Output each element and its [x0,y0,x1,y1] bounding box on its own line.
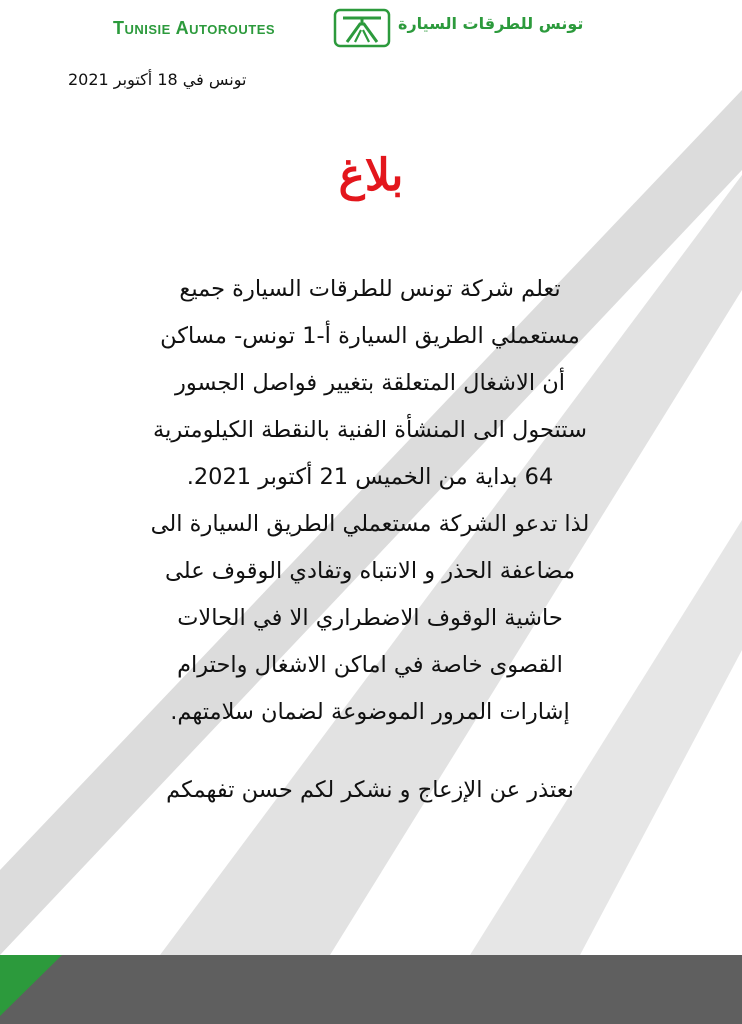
body-line: حاشية الوقوف الاضطراري الا في الحالات [177,605,563,631]
brand-name-french: Tunisie Autoroutes [113,18,276,38]
announcement-body [90,266,650,736]
footer-band [0,955,742,1024]
brand-name-arabic: تونس للطرقات السيارة [398,14,584,33]
letterhead [0,8,742,48]
body-line: ستتحول الى المنشأة الفنية بالنقطة الكيلومترية [153,417,587,443]
body-line: أن الاشغال المتعلقة بتغيير فواصل الجسور [174,370,566,396]
body-line: لذا تدعو الشركة مستعملي الطريق السيارة الى [150,511,590,537]
body-line: تعلم شركة تونس للطرقات السيارة جميع [179,276,561,302]
body-line: القصوى خاصة في اماكن الاشغال واحترام [177,652,563,678]
date-line: تونس في 18 أكتوبر 2021 [68,70,247,89]
body-line: إشارات المرور الموضوعة لضمان سلامتهم. [170,699,570,725]
body-line: 64 بداية من الخميس 21 أكتوبر 2021. [186,464,554,490]
closing-apology: نعتذر عن الإزعاج و نشكر لكم حسن تفهمكم [166,777,574,803]
announcement-title: بلاغ [338,150,404,201]
body-line: مستعملي الطريق السيارة أ-1 تونس- مساكن [160,323,580,349]
body-line: مضاعفة الحذر و الانتباه وتفادي الوقوف على [165,558,575,584]
tunisie-autoroutes-logo-icon [333,8,391,48]
